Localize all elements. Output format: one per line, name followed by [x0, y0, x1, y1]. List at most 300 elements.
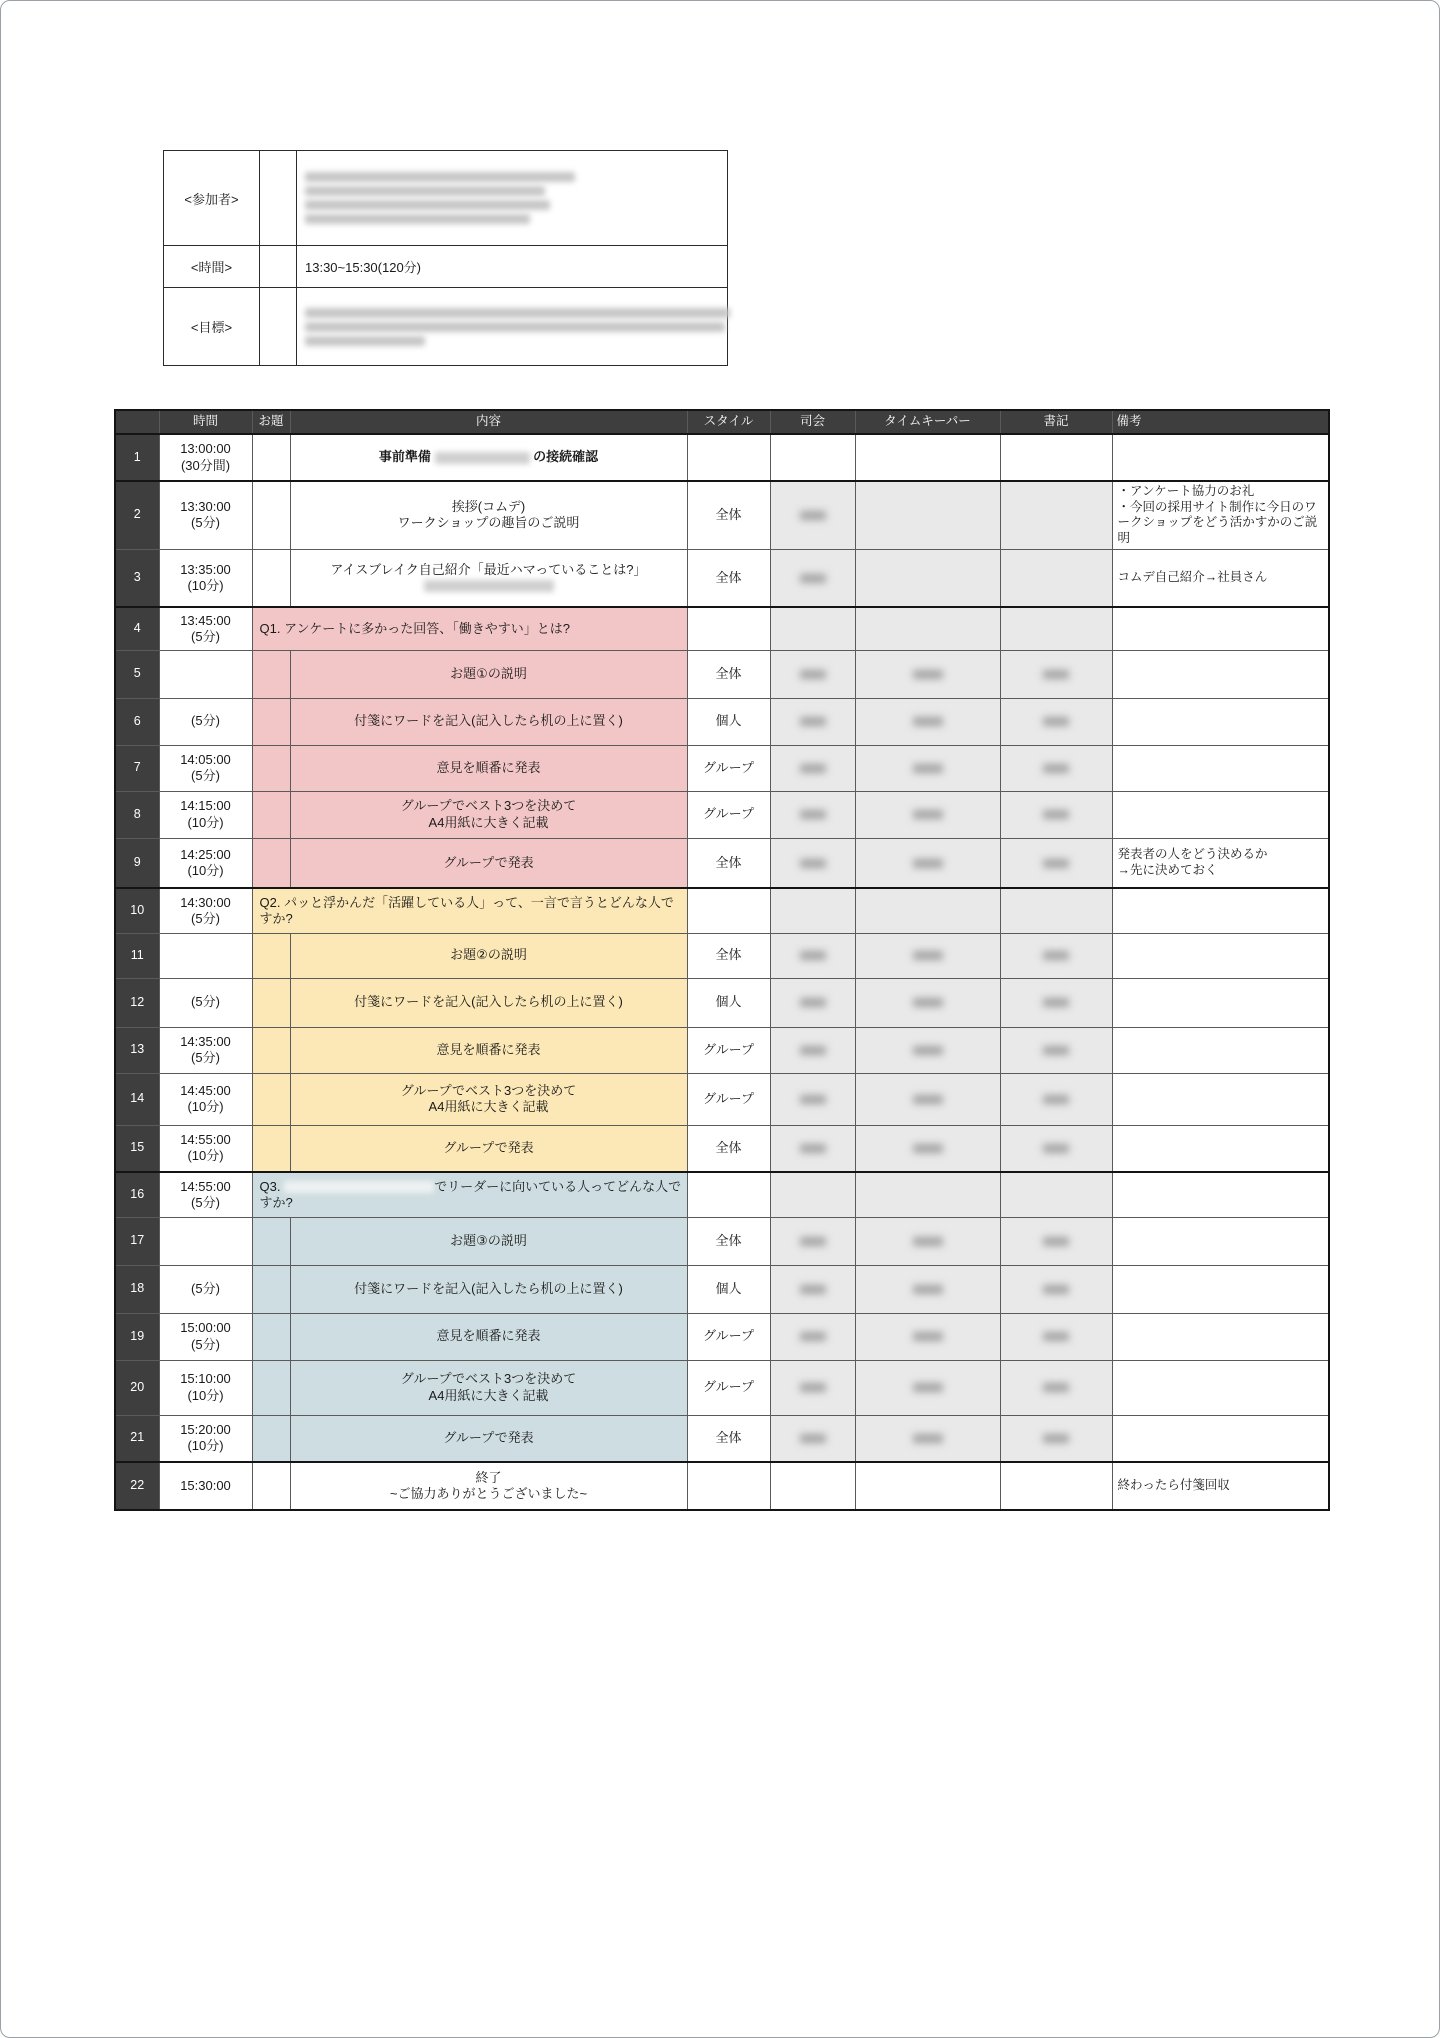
redacted-name [800, 951, 826, 960]
content-line: ワークショップの趣旨のご説明 [397, 515, 580, 531]
r7-topic [252, 745, 290, 791]
r20-topic [252, 1360, 290, 1415]
schedule-header-row [115, 410, 1329, 434]
r5-number: 5 [115, 650, 159, 698]
r6-timekeeper [855, 698, 1000, 745]
schedule-row-13 [115, 1027, 1329, 1073]
r7-remark [1112, 745, 1329, 791]
time-line: (10分) [187, 1438, 224, 1454]
r19-timekeeper [855, 1313, 1000, 1360]
redacted-name [1043, 764, 1069, 773]
time-line: (5分) [191, 910, 220, 926]
content-line: A4用紙に大きく記載 [428, 814, 549, 830]
redacted-name [800, 1383, 826, 1392]
r12-number: 12 [115, 978, 159, 1027]
r19-style: グループ [687, 1313, 770, 1360]
meta-row-time [164, 246, 728, 288]
r16-secretary [1000, 1172, 1112, 1217]
r1-mc [770, 434, 855, 481]
r9-secretary [1000, 838, 1112, 888]
time-line: (5分) [191, 1336, 220, 1352]
r5-timekeeper [855, 650, 1000, 698]
r5-style: 全体 [687, 650, 770, 698]
r22-remark [1112, 1462, 1329, 1510]
r13-content [290, 1027, 687, 1073]
meta-value-goal [297, 288, 728, 366]
content-line: 意見を順番に発表 [436, 759, 541, 775]
r12-time [159, 978, 252, 1027]
r16-remark [1112, 1172, 1329, 1217]
r8-remark [1112, 791, 1329, 838]
r20-timekeeper [855, 1360, 1000, 1415]
time-line: (10分) [187, 862, 224, 878]
time-line: (5分) [191, 994, 220, 1010]
col-header-secretary: 書記 [1000, 410, 1112, 434]
r1-timekeeper [855, 434, 1000, 481]
r4-remark [1112, 607, 1329, 650]
r4-mc [770, 607, 855, 650]
r8-number: 8 [115, 791, 159, 838]
r11-number: 11 [115, 933, 159, 978]
r10-style [687, 888, 770, 933]
r8-secretary [1000, 791, 1112, 838]
r17-time [159, 1217, 252, 1265]
r3-topic [252, 549, 290, 607]
remark-line: 発表者の人をどう決めるか [1117, 847, 1268, 862]
schedule-row-4 [115, 607, 1329, 650]
time-line: 13:00:00 [180, 441, 231, 457]
redacted-text [424, 580, 554, 592]
redacted-name [913, 1383, 943, 1392]
content-line: 付箋にワードを記入(記入したら机の上に置く) [354, 1280, 623, 1296]
r4-number: 4 [115, 607, 159, 650]
r22-time [159, 1462, 252, 1510]
content-line: 意見を順番に発表 [436, 1328, 541, 1344]
r18-secretary [1000, 1265, 1112, 1313]
r9-number: 9 [115, 838, 159, 888]
r18-topic [252, 1265, 290, 1313]
r18-style: 個人 [687, 1265, 770, 1313]
r13-number: 13 [115, 1027, 159, 1073]
redacted-text [305, 322, 725, 332]
r19-mc [770, 1313, 855, 1360]
r22-content [290, 1462, 687, 1510]
redacted-text [305, 214, 530, 224]
r20-content [290, 1360, 687, 1415]
r8-content [290, 791, 687, 838]
r16-time [159, 1172, 252, 1217]
r7-timekeeper [855, 745, 1000, 791]
meta-row-goal [164, 288, 728, 366]
r10-mc [770, 888, 855, 933]
content-line: 意見を順番に発表 [436, 1041, 541, 1057]
r4-style [687, 607, 770, 650]
redacted-name [800, 574, 826, 583]
r5-content [290, 650, 687, 698]
r13-secretary [1000, 1027, 1112, 1073]
r1-remark [1112, 434, 1329, 481]
redacted-name [1043, 1144, 1069, 1153]
remark-line: →先に決めておく [1117, 862, 1218, 877]
r3-timekeeper [855, 549, 1000, 607]
meta-spacer [260, 151, 297, 246]
meta-row-participants [164, 151, 728, 246]
r17-number: 17 [115, 1217, 159, 1265]
content-line: 終了 [475, 1469, 502, 1485]
time-line: 14:15:00 [180, 798, 231, 814]
r2-number: 2 [115, 481, 159, 549]
content-line: 挨拶(コムデ) [451, 499, 526, 514]
r10-secretary [1000, 888, 1112, 933]
r16-style [687, 1172, 770, 1217]
redacted-name [913, 1285, 943, 1294]
redacted-text [435, 452, 530, 464]
r13-remark [1112, 1027, 1329, 1073]
col-header-style: スタイル [687, 410, 770, 434]
r21-number: 21 [115, 1415, 159, 1462]
r19-topic [252, 1313, 290, 1360]
content-line: Q2. パッと浮かんだ「活躍している人」って、一言で言うとどんな人ですか? [259, 894, 674, 926]
col-header-content: 内容 [290, 410, 687, 434]
redacted-name [800, 998, 826, 1007]
redacted-name [913, 1237, 943, 1246]
r14-content [290, 1073, 687, 1125]
r13-mc [770, 1027, 855, 1073]
redacted-name [913, 859, 943, 868]
r1-number: 1 [115, 434, 159, 481]
r3-style: 全体 [687, 549, 770, 607]
redacted-name [913, 1095, 943, 1104]
r19-secretary [1000, 1313, 1112, 1360]
r9-mc [770, 838, 855, 888]
content-line: グループで発表 [443, 854, 534, 870]
r22-number: 22 [115, 1462, 159, 1510]
r20-secretary [1000, 1360, 1112, 1415]
r13-time [159, 1027, 252, 1073]
schedule-row-21 [115, 1415, 1329, 1462]
content-line: グループでベスト3つを決めて [400, 1082, 577, 1098]
r9-remark [1112, 838, 1329, 888]
schedule-table [114, 409, 1330, 1511]
r20-time [159, 1360, 252, 1415]
r12-topic [252, 978, 290, 1027]
redacted-name [1043, 717, 1069, 726]
redacted-name [1043, 1046, 1069, 1055]
col-header-mc: 司会 [770, 410, 855, 434]
redacted-name [1043, 810, 1069, 819]
remark-line: ・アンケート協力のお礼 [1117, 484, 1255, 498]
r6-style: 個人 [687, 698, 770, 745]
col-header-remarks: 備考 [1112, 410, 1329, 434]
r11-topic [252, 933, 290, 978]
redacted-name [800, 1144, 826, 1153]
r5-secretary [1000, 650, 1112, 698]
r15-style: 全体 [687, 1125, 770, 1172]
redacted-name [1043, 859, 1069, 868]
redacted-text [284, 1181, 434, 1193]
redacted-name [1043, 1332, 1069, 1341]
r7-secretary [1000, 745, 1112, 791]
col-header-time: 時間 [159, 410, 252, 434]
r19-content [290, 1313, 687, 1360]
r8-time [159, 791, 252, 838]
time-line: (5分) [191, 768, 220, 783]
r11-time [159, 933, 252, 978]
time-line: (5分) [191, 1050, 220, 1065]
r1-style [687, 434, 770, 481]
content-line: 付箋にワードを記入(記入したら机の上に置く) [354, 713, 623, 729]
r12-style: 個人 [687, 978, 770, 1027]
redacted-name [800, 1095, 826, 1104]
r15-timekeeper [855, 1125, 1000, 1172]
r21-timekeeper [855, 1415, 1000, 1462]
content-line: グループで発表 [443, 1140, 534, 1156]
r2-timekeeper [855, 481, 1000, 549]
time-line: (5分) [191, 1280, 220, 1296]
redacted-name [913, 998, 943, 1007]
meta-value-time [297, 246, 728, 288]
r5-time [159, 650, 252, 698]
content-line: アイスブレイク自己紹介「最近ハマっていることは?」 [330, 561, 647, 577]
time-line: 13:35:00 [180, 561, 231, 577]
r21-topic [252, 1415, 290, 1462]
r11-remark [1112, 933, 1329, 978]
r6-content [290, 698, 687, 745]
r6-number: 6 [115, 698, 159, 745]
r12-secretary [1000, 978, 1112, 1027]
redacted-name [800, 717, 826, 726]
r13-timekeeper [855, 1027, 1000, 1073]
time-line: 15:20:00 [180, 1422, 231, 1437]
r18-number: 18 [115, 1265, 159, 1313]
r6-topic [252, 698, 290, 745]
content-line: グループで発表 [443, 1430, 534, 1446]
remark-line: ・今回の採用サイト制作に今日のワークショップをどう活かすかのご説明 [1117, 499, 1318, 545]
r17-style: 全体 [687, 1217, 770, 1265]
time-line: (10分) [187, 1099, 224, 1114]
r20-number: 20 [115, 1360, 159, 1415]
r12-remark [1112, 978, 1329, 1027]
r7-time [159, 745, 252, 791]
r14-timekeeper [855, 1073, 1000, 1125]
time-line: 15:00:00 [180, 1320, 231, 1336]
meta-table [163, 150, 728, 366]
r19-time [159, 1313, 252, 1360]
r15-secretary [1000, 1125, 1112, 1172]
r20-mc [770, 1360, 855, 1415]
r11-secretary [1000, 933, 1112, 978]
content-line: グループでベスト3つを決めて [400, 798, 577, 814]
r18-mc [770, 1265, 855, 1313]
r4-question [252, 607, 687, 650]
time-line: (5分) [191, 515, 220, 531]
content-line [295, 578, 683, 594]
redacted-name [800, 1046, 826, 1055]
redacted-name [913, 1434, 943, 1443]
content-line: A4用紙に大きく記載 [428, 1099, 549, 1114]
r10-question [252, 888, 687, 933]
r11-content [290, 933, 687, 978]
r2-content [290, 481, 687, 549]
content-line: 付箋にワードを記入(記入したら机の上に置く) [354, 994, 623, 1010]
time-line: (10分) [187, 814, 224, 830]
col-header-topic: お題 [252, 410, 290, 434]
r10-time [159, 888, 252, 933]
r20-style: グループ [687, 1360, 770, 1415]
redacted-name [1043, 951, 1069, 960]
redacted-name [913, 1046, 943, 1055]
redacted-name [1043, 670, 1069, 679]
r21-time [159, 1415, 252, 1462]
r3-number: 3 [115, 549, 159, 607]
r12-mc [770, 978, 855, 1027]
content-line: お題③の説明 [450, 1232, 527, 1248]
schedule-row-3 [115, 549, 1329, 607]
r22-mc [770, 1462, 855, 1510]
content-line: Q1. アンケートに多かった回答、「働きやすい」とは? [259, 620, 571, 636]
r2-style: 全体 [687, 481, 770, 549]
col-header-timekeeper: タイムキーパー [855, 410, 1000, 434]
r11-timekeeper [855, 933, 1000, 978]
content-line: Q3. でリーダーに向いている人ってどんな人ですか? [259, 1178, 682, 1210]
schedule-row-9 [115, 838, 1329, 888]
schedule-row-12 [115, 978, 1329, 1027]
schedule-row-14 [115, 1073, 1329, 1125]
r15-time [159, 1125, 252, 1172]
redacted-name [913, 670, 943, 679]
meta-label-participants: <参加者> [164, 151, 260, 246]
r9-style: 全体 [687, 838, 770, 888]
schedule-row-2 [115, 481, 1329, 549]
content-line: A4用紙に大きく記載 [428, 1387, 549, 1403]
r2-topic [252, 481, 290, 549]
r14-secretary [1000, 1073, 1112, 1125]
time-line: (30分間) [180, 457, 231, 473]
r1-content [290, 434, 687, 481]
redacted-name [800, 511, 826, 520]
schedule-row-7 [115, 745, 1329, 791]
r21-style: 全体 [687, 1415, 770, 1462]
r6-secretary [1000, 698, 1112, 745]
time-line: (5分) [191, 1194, 220, 1210]
r14-number: 14 [115, 1073, 159, 1125]
redacted-name [913, 951, 943, 960]
redacted-name [1043, 1434, 1069, 1443]
r18-content [290, 1265, 687, 1313]
time-line: 14:55:00 [180, 1132, 231, 1147]
redacted-name [913, 717, 943, 726]
meta-value-participants [297, 151, 728, 246]
schedule-row-18 [115, 1265, 1329, 1313]
r17-remark [1112, 1217, 1329, 1265]
r15-number: 15 [115, 1125, 159, 1172]
r21-mc [770, 1415, 855, 1462]
time-line: (5分) [191, 628, 220, 644]
meta-spacer [260, 246, 297, 288]
schedule-row-1 [115, 434, 1329, 481]
time-line: 14:05:00 [180, 751, 231, 767]
r5-mc [770, 650, 855, 698]
r22-secretary [1000, 1462, 1112, 1510]
r17-timekeeper [855, 1217, 1000, 1265]
r10-timekeeper [855, 888, 1000, 933]
redacted-name [913, 1144, 943, 1153]
r12-content [290, 978, 687, 1027]
r9-topic [252, 838, 290, 888]
r2-remark [1112, 481, 1329, 549]
time-line: (10分) [187, 577, 224, 593]
r11-mc [770, 933, 855, 978]
redacted-name [1043, 1285, 1069, 1294]
r4-time [159, 607, 252, 650]
content-line: ~ご協力ありがとうございました~ [389, 1486, 588, 1501]
time-line: 14:55:00 [180, 1178, 231, 1194]
r21-secretary [1000, 1415, 1112, 1462]
r17-mc [770, 1217, 855, 1265]
r6-remark [1112, 698, 1329, 745]
r19-number: 19 [115, 1313, 159, 1360]
r3-secretary [1000, 549, 1112, 607]
r8-topic [252, 791, 290, 838]
r8-mc [770, 791, 855, 838]
r3-time [159, 549, 252, 607]
redacted-name [1043, 1383, 1069, 1392]
time-line: (10分) [187, 1387, 224, 1403]
r22-timekeeper [855, 1462, 1000, 1510]
r8-style: グループ [687, 791, 770, 838]
redacted-name [800, 859, 826, 868]
r17-topic [252, 1217, 290, 1265]
schedule-row-6 [115, 698, 1329, 745]
r15-mc [770, 1125, 855, 1172]
r3-mc [770, 549, 855, 607]
meta-value-text: 13:30~15:30(120分) [305, 260, 422, 275]
redacted-name [800, 1237, 826, 1246]
time-line: (10分) [187, 1148, 224, 1164]
r21-remark [1112, 1415, 1329, 1462]
r18-remark [1112, 1265, 1329, 1313]
meta-spacer [260, 288, 297, 366]
redacted-name [800, 670, 826, 679]
content-line: お題①の説明 [450, 665, 527, 681]
schedule-row-17 [115, 1217, 1329, 1265]
r19-remark [1112, 1313, 1329, 1360]
r18-time [159, 1265, 252, 1313]
r14-style: グループ [687, 1073, 770, 1125]
redacted-name [913, 810, 943, 819]
r2-mc [770, 481, 855, 549]
r22-style [687, 1462, 770, 1510]
r1-topic [252, 434, 290, 481]
r10-number: 10 [115, 888, 159, 933]
r15-topic [252, 1125, 290, 1172]
time-line: 13:45:00 [180, 612, 231, 628]
redacted-name [1043, 1237, 1069, 1246]
redacted-text [305, 186, 545, 196]
r17-secretary [1000, 1217, 1112, 1265]
redacted-name [800, 810, 826, 819]
r6-time [159, 698, 252, 745]
schedule-row-8 [115, 791, 1329, 838]
r13-topic [252, 1027, 290, 1073]
r14-time [159, 1073, 252, 1125]
redacted-name [800, 1434, 826, 1443]
schedule-row-20 [115, 1360, 1329, 1415]
redacted-name [800, 764, 826, 773]
redacted-name [800, 1285, 826, 1294]
r1-time [159, 434, 252, 481]
content-line: お題②の説明 [450, 947, 527, 963]
